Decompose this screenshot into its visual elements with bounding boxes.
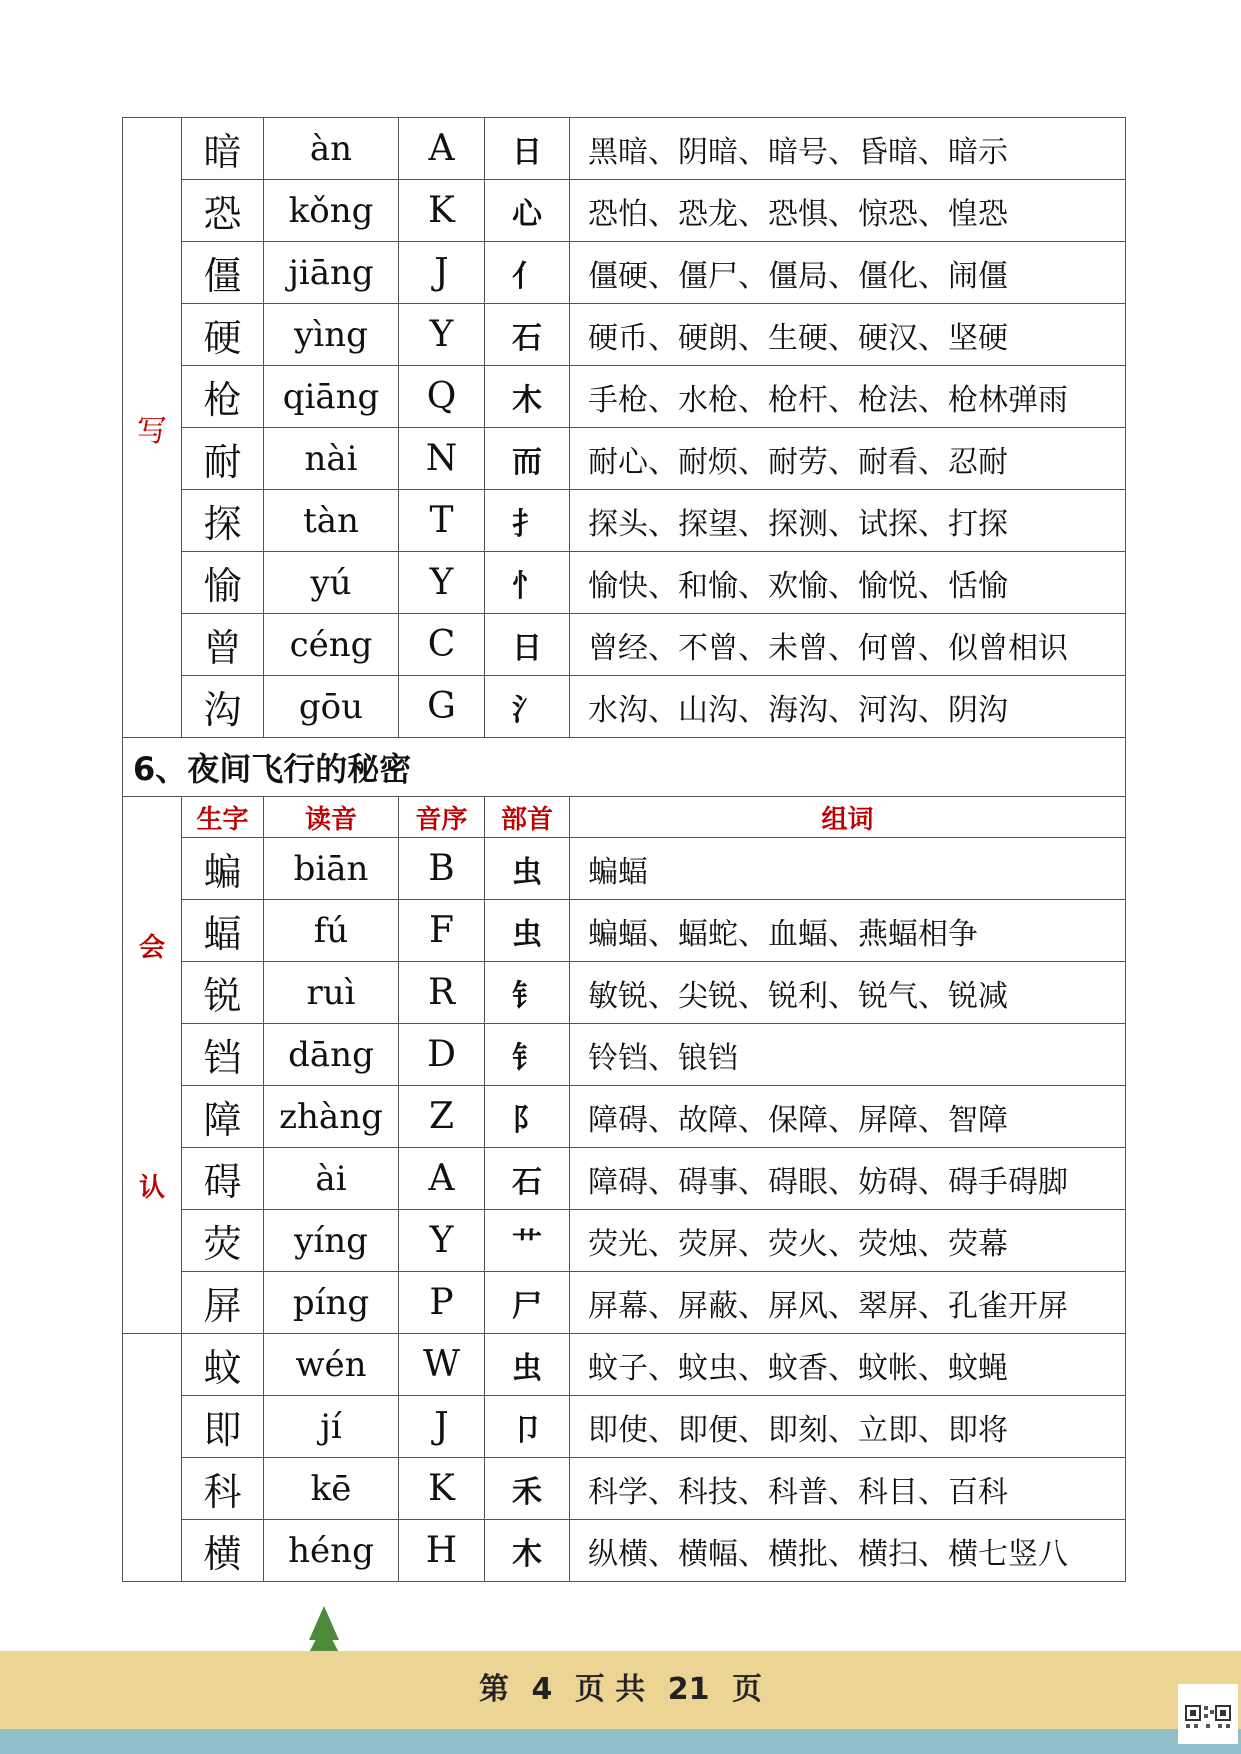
words-cell: 荧光、荧屏、荧火、荧烛、荧幕 — [570, 1210, 1126, 1272]
pinyin-cell: céng — [264, 614, 399, 676]
vocab-table — [122, 117, 1126, 1582]
char-cell: 愉 — [182, 552, 264, 614]
index-letter-cell: F — [399, 900, 485, 962]
radical-cell: 艹 — [485, 1210, 570, 1272]
pinyin-cell: nài — [264, 428, 399, 490]
radical-cell: 尸 — [485, 1272, 570, 1334]
vocab-row — [123, 242, 1126, 304]
header-row — [123, 797, 1126, 838]
radical-cell: 氵 — [485, 676, 570, 738]
char-cell: 荧 — [182, 1210, 264, 1272]
vocab-row — [123, 180, 1126, 242]
words-cell: 蚊子、蚊虫、蚊香、蚊帐、蚊蝇 — [570, 1334, 1126, 1396]
words-cell: 科学、科技、科普、科目、百科 — [570, 1458, 1126, 1520]
header-pinyin: 读音 — [264, 797, 399, 838]
pinyin-cell: kǒng — [264, 180, 399, 242]
vocab-row — [123, 1334, 1126, 1396]
index-letter-cell: Y — [399, 304, 485, 366]
index-letter-cell: A — [399, 1148, 485, 1210]
pinyin-cell: jiāng — [264, 242, 399, 304]
vocab-row — [123, 1520, 1126, 1582]
words-cell: 愉快、和愉、欢愉、愉悦、恬愉 — [570, 552, 1126, 614]
words-cell: 障碍、故障、保障、屏障、智障 — [570, 1086, 1126, 1148]
radical-cell: 忄 — [485, 552, 570, 614]
char-cell: 屏 — [182, 1272, 264, 1334]
header-radical: 部首 — [485, 797, 570, 838]
radical-cell: 扌 — [485, 490, 570, 552]
words-cell: 纵横、横幅、横批、横扫、横七竖八 — [570, 1520, 1126, 1582]
pinyin-cell: dāng — [264, 1024, 399, 1086]
radical-cell: 日 — [485, 118, 570, 180]
index-letter-cell: Y — [399, 552, 485, 614]
radical-cell: 木 — [485, 1520, 570, 1582]
words-cell: 蝙蝠 — [570, 838, 1126, 900]
index-letter-cell: G — [399, 676, 485, 738]
pinyin-cell: wén — [264, 1334, 399, 1396]
vocab-row — [123, 962, 1126, 1024]
radical-cell: 阝 — [485, 1086, 570, 1148]
index-letter-cell: J — [399, 1396, 485, 1458]
char-cell: 障 — [182, 1086, 264, 1148]
page-prefix: 第 — [479, 1672, 510, 1707]
radical-cell: 卩 — [485, 1396, 570, 1458]
vocab-row — [123, 428, 1126, 490]
pinyin-cell: biān — [264, 838, 399, 900]
group-label-empty — [123, 1334, 182, 1582]
index-letter-cell: H — [399, 1520, 485, 1582]
header-words: 组词 — [570, 797, 1126, 838]
words-cell: 手枪、水枪、枪杆、枪法、枪林弹雨 — [570, 366, 1126, 428]
words-cell: 耐心、耐烦、耐劳、耐看、忍耐 — [570, 428, 1126, 490]
radical-cell: 日 — [485, 614, 570, 676]
char-cell: 曾 — [182, 614, 264, 676]
pinyin-cell: gōu — [264, 676, 399, 738]
index-letter-cell: P — [399, 1272, 485, 1334]
vocab-row — [123, 900, 1126, 962]
words-cell: 黑暗、阴暗、暗号、昏暗、暗示 — [570, 118, 1126, 180]
vocab-row — [123, 1272, 1126, 1334]
char-cell: 即 — [182, 1396, 264, 1458]
header-char: 生字 — [182, 797, 264, 838]
pinyin-cell: yú — [264, 552, 399, 614]
words-cell: 曾经、不曾、未曾、何曾、似曾相识 — [570, 614, 1126, 676]
words-cell: 恐怕、恐龙、恐惧、惊恐、惶恐 — [570, 180, 1126, 242]
vocab-row — [123, 838, 1126, 900]
char-cell: 沟 — [182, 676, 264, 738]
words-cell: 水沟、山沟、海沟、河沟、阴沟 — [570, 676, 1126, 738]
pinyin-cell: zhàng — [264, 1086, 399, 1148]
qr-code-icon — [1178, 1684, 1238, 1744]
vocab-row — [123, 1148, 1126, 1210]
page-suffix: 页 — [731, 1672, 762, 1707]
page-current: 4 — [531, 1672, 553, 1707]
char-cell: 恐 — [182, 180, 264, 242]
vocab-row — [123, 676, 1126, 738]
index-letter-cell: W — [399, 1334, 485, 1396]
index-letter-cell: T — [399, 490, 485, 552]
section-row — [123, 738, 1126, 797]
char-cell: 暗 — [182, 118, 264, 180]
section-title: 6、夜间飞行的秘密 — [123, 738, 1126, 797]
vocab-row — [123, 304, 1126, 366]
vocab-table-body — [123, 118, 1126, 1582]
pinyin-cell: yíng — [264, 1210, 399, 1272]
index-letter-cell: Y — [399, 1210, 485, 1272]
group-label-ren: 认 — [138, 1172, 165, 1203]
header-index: 音序 — [399, 797, 485, 838]
words-cell: 敏锐、尖锐、锐利、锐气、锐减 — [570, 962, 1126, 1024]
pinyin-cell: ài — [264, 1148, 399, 1210]
words-cell: 铃铛、锒铛 — [570, 1024, 1126, 1086]
page-middle: 页 共 — [574, 1672, 646, 1707]
words-cell: 即使、即便、即刻、立即、即将 — [570, 1396, 1126, 1458]
radical-cell: 亻 — [485, 242, 570, 304]
vocab-row — [123, 614, 1126, 676]
radical-cell: 心 — [485, 180, 570, 242]
char-cell: 僵 — [182, 242, 264, 304]
page-number — [0, 1660, 1241, 1720]
vocab-row — [123, 1458, 1126, 1520]
char-cell: 枪 — [182, 366, 264, 428]
radical-cell: 虫 — [485, 838, 570, 900]
pinyin-cell: héng — [264, 1520, 399, 1582]
pinyin-cell: àn — [264, 118, 399, 180]
index-letter-cell: D — [399, 1024, 485, 1086]
group-label-write: 写 — [123, 118, 182, 738]
pinyin-cell: ruì — [264, 962, 399, 1024]
index-letter-cell: R — [399, 962, 485, 1024]
vocab-row — [123, 1396, 1126, 1458]
radical-cell: 钅 — [485, 1024, 570, 1086]
vocab-row — [123, 118, 1126, 180]
pinyin-cell: kē — [264, 1458, 399, 1520]
char-cell: 耐 — [182, 428, 264, 490]
pinyin-cell: fú — [264, 900, 399, 962]
index-letter-cell: Q — [399, 366, 485, 428]
footer-water-band — [0, 1729, 1241, 1754]
index-letter-cell: C — [399, 614, 485, 676]
radical-cell: 石 — [485, 304, 570, 366]
pinyin-cell: tàn — [264, 490, 399, 552]
words-cell: 硬币、硬朗、生硬、硬汉、坚硬 — [570, 304, 1126, 366]
char-cell: 蚊 — [182, 1334, 264, 1396]
char-cell: 探 — [182, 490, 264, 552]
vocab-row — [123, 490, 1126, 552]
page-total: 21 — [667, 1672, 710, 1707]
char-cell: 硬 — [182, 304, 264, 366]
index-letter-cell: A — [399, 118, 485, 180]
vocab-row — [123, 1086, 1126, 1148]
index-letter-cell: Z — [399, 1086, 485, 1148]
words-cell: 僵硬、僵尸、僵局、僵化、闹僵 — [570, 242, 1126, 304]
vocab-row — [123, 366, 1126, 428]
index-letter-cell: K — [399, 1458, 485, 1520]
radical-cell: 钅 — [485, 962, 570, 1024]
vocab-row — [123, 1024, 1126, 1086]
char-cell: 蝙 — [182, 838, 264, 900]
group-label-recognize — [123, 797, 182, 1334]
char-cell: 科 — [182, 1458, 264, 1520]
words-cell: 屏幕、屏蔽、屏风、翠屏、孔雀开屏 — [570, 1272, 1126, 1334]
group-label-hui: 会 — [138, 932, 165, 963]
pinyin-cell: qiāng — [264, 366, 399, 428]
words-cell: 蝙蝠、蝠蛇、血蝠、燕蝠相争 — [570, 900, 1126, 962]
radical-cell: 木 — [485, 366, 570, 428]
pinyin-cell: píng — [264, 1272, 399, 1334]
radical-cell: 虫 — [485, 900, 570, 962]
index-letter-cell: B — [399, 838, 485, 900]
index-letter-cell: J — [399, 242, 485, 304]
char-cell: 铛 — [182, 1024, 264, 1086]
vocab-row — [123, 1210, 1126, 1272]
radical-cell: 禾 — [485, 1458, 570, 1520]
char-cell: 碍 — [182, 1148, 264, 1210]
words-cell: 探头、探望、探测、试探、打探 — [570, 490, 1126, 552]
radical-cell: 而 — [485, 428, 570, 490]
char-cell: 蝠 — [182, 900, 264, 962]
char-cell: 锐 — [182, 962, 264, 1024]
pinyin-cell: yìng — [264, 304, 399, 366]
index-letter-cell: N — [399, 428, 485, 490]
char-cell: 横 — [182, 1520, 264, 1582]
pinyin-cell: jí — [264, 1396, 399, 1458]
radical-cell: 石 — [485, 1148, 570, 1210]
index-letter-cell: K — [399, 180, 485, 242]
vocab-row — [123, 552, 1126, 614]
words-cell: 障碍、碍事、碍眼、妨碍、碍手碍脚 — [570, 1148, 1126, 1210]
radical-cell: 虫 — [485, 1334, 570, 1396]
